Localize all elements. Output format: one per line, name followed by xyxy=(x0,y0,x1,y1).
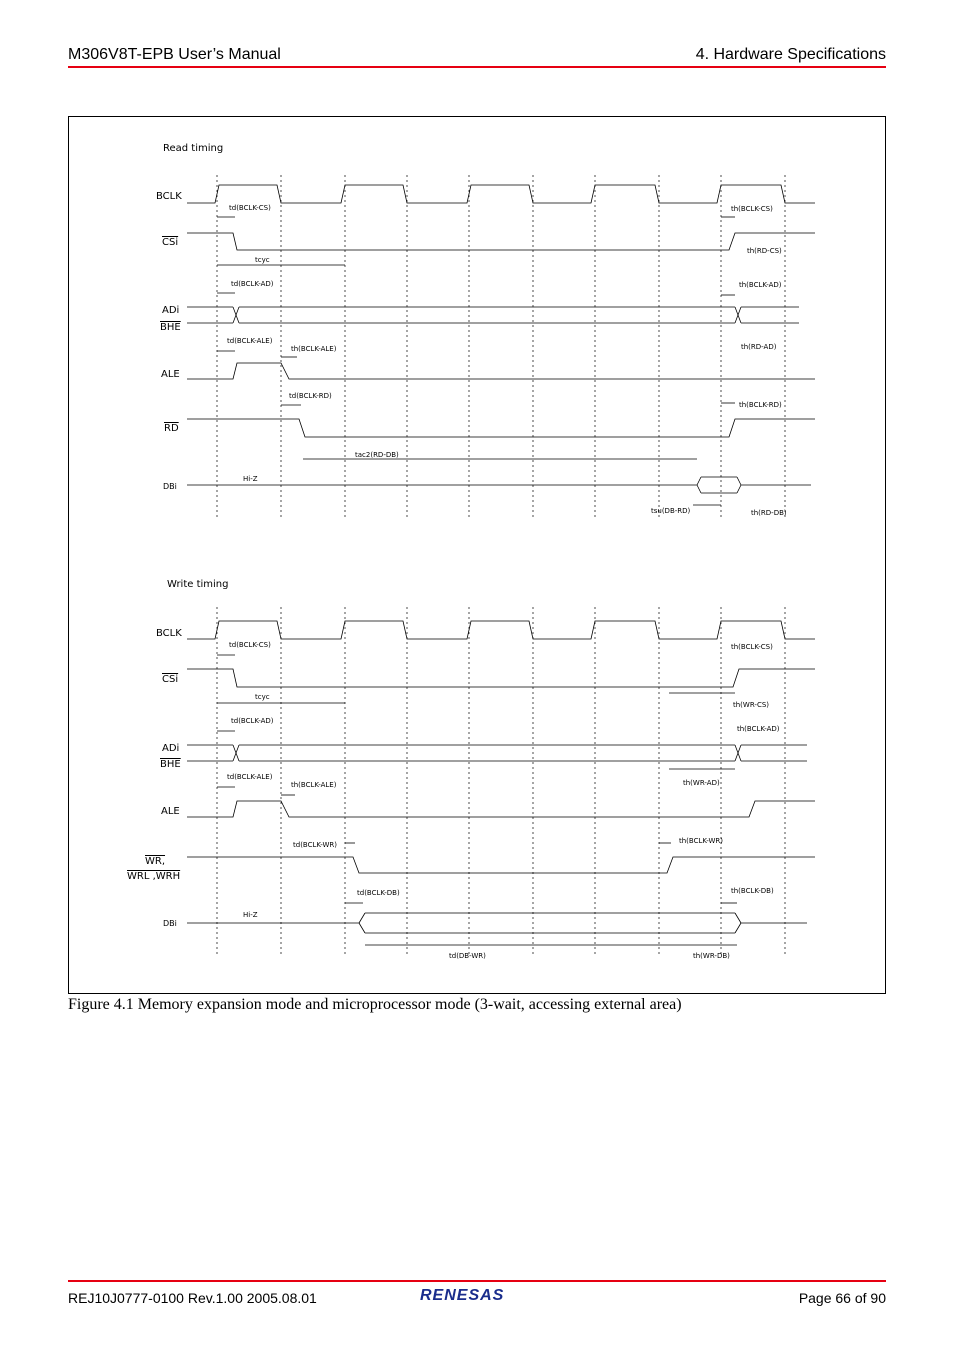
read-td-bclk-ad: td(BCLK-AD) xyxy=(231,280,274,288)
write-th-bclk-wr: th(BCLK-WR) xyxy=(679,837,723,845)
write-td-bclk-wr: td(BCLK-WR) xyxy=(293,841,337,849)
write-label-bclk: BCLK xyxy=(156,628,182,639)
write-label-wr: WR, xyxy=(145,856,166,867)
read-tac2-rd-db: tac2(RD-DB) xyxy=(355,451,399,459)
write-td-bclk-ad: td(BCLK-AD) xyxy=(231,717,274,725)
write-th-wr-db: th(WR-DB) xyxy=(693,952,730,960)
read-td-bclk-rd: td(BCLK-RD) xyxy=(289,392,332,400)
read-th-rd-cs: th(RD-CS) xyxy=(747,247,782,255)
read-th-bclk-ale: th(BCLK-ALE) xyxy=(291,345,337,353)
write-tcyc: tcyc xyxy=(255,693,270,701)
read-label-adi: ADi xyxy=(162,305,180,316)
read-label-dbi: DBi xyxy=(163,482,177,491)
read-dbi-waveform xyxy=(187,477,811,493)
write-th-bclk-db: th(BCLK-DB) xyxy=(731,887,774,895)
read-tcyc: tcyc xyxy=(255,256,270,264)
read-label-bclk: BCLK xyxy=(156,191,182,202)
write-td-bclk-db: td(BCLK-DB) xyxy=(357,889,400,897)
write-th-bclk-ad: th(BCLK-AD) xyxy=(737,725,780,733)
timing-diagram xyxy=(69,117,885,993)
read-th-rd-ad: th(RD-AD) xyxy=(741,343,777,351)
read-label-ale: ALE xyxy=(161,369,180,380)
footer-doc-info: REJ10J0777-0100 Rev.1.00 2005.08.01 xyxy=(68,1290,317,1306)
footer-page-number: Page 66 of 90 xyxy=(798,1290,886,1306)
header-section-title: 4. Hardware Specifications xyxy=(695,46,886,63)
read-label-bhe: BHE xyxy=(160,322,181,333)
read-label-csi: CSi xyxy=(162,237,179,248)
read-th-rd-db: th(RD-DB) xyxy=(751,509,787,517)
figure-frame xyxy=(68,116,886,994)
write-label-wrl-wrh: WRL ,WRH xyxy=(127,871,181,882)
figure-caption: Figure 4.1 Memory expansion mode and microprocessor mode (3-wait, accessing external area) xyxy=(68,996,682,1013)
read-th-bclk-ad: th(BCLK-AD) xyxy=(739,281,782,289)
footer-rule xyxy=(68,1280,886,1282)
write-label-adi: ADi xyxy=(162,743,180,754)
write-th-wr-cs: th(WR-CS) xyxy=(733,701,770,709)
write-th-wr-ad: th(WR-AD) xyxy=(683,779,720,787)
read-timing-title: Read timing xyxy=(163,143,224,154)
read-td-bclk-cs: td(BCLK-CS) xyxy=(229,204,271,212)
renesas-logo: RENESAS xyxy=(420,1287,505,1304)
write-label-dbi: DBi xyxy=(163,919,177,928)
read-hiz: Hi-Z xyxy=(243,475,258,483)
write-timing-title: Write timing xyxy=(167,579,229,590)
write-th-bclk-cs: th(BCLK-CS) xyxy=(731,643,773,651)
read-th-bclk-cs: th(BCLK-CS) xyxy=(731,205,773,213)
write-label-bhe: BHE xyxy=(160,759,181,770)
read-th-bclk-rd: th(BCLK-RD) xyxy=(739,401,782,409)
header-manual-title: M306V8T-EPB User’s Manual xyxy=(68,46,281,63)
header-rule xyxy=(68,66,886,68)
write-label-ale: ALE xyxy=(161,806,180,817)
write-td-bclk-ale: td(BCLK-ALE) xyxy=(227,773,273,781)
write-th-bclk-ale: th(BCLK-ALE) xyxy=(291,781,337,789)
write-hiz: Hi-Z xyxy=(243,911,258,919)
write-dbi-waveform xyxy=(187,913,807,933)
write-adi-waveform xyxy=(187,745,807,761)
read-label-rd: RD xyxy=(164,423,179,434)
write-wr-waveform xyxy=(187,857,815,873)
write-label-csi: CSi xyxy=(162,674,179,685)
read-td-bclk-ale: td(BCLK-ALE) xyxy=(227,337,273,345)
write-td-bclk-cs: td(BCLK-CS) xyxy=(229,641,271,649)
read-adi-waveform xyxy=(187,307,799,323)
write-td-db-wr: td(DB-WR) xyxy=(449,952,486,960)
read-tsu-db-rd: tsu(DB-RD) xyxy=(651,507,691,515)
